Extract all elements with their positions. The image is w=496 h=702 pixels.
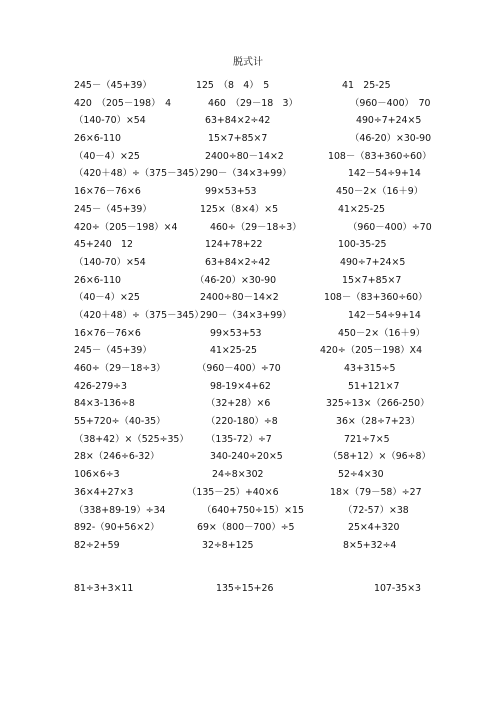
exercise-expression: 24÷8×302 — [212, 469, 264, 481]
exercise-expression: 340-240÷20×5 — [210, 451, 283, 463]
exercise-expression: 15×7+85×7 — [342, 274, 402, 286]
exercise-expression: 25×4+320 — [348, 522, 400, 534]
exercise-row — [0, 257, 496, 275]
exercise-row — [0, 310, 496, 328]
exercise-expression: 245－（45+39） — [74, 203, 152, 215]
exercise-row — [0, 204, 496, 222]
exercise-row — [0, 522, 496, 540]
exercise-row — [0, 540, 496, 558]
exercise-expression: 106×6÷3 — [74, 469, 120, 481]
exercise-expression: 2400÷80－14×2 — [200, 292, 279, 304]
exercise-expression: 426-279÷3 — [74, 380, 127, 392]
exercise-expression: 8×5+32÷4 — [343, 539, 397, 551]
exercise-expression: （420＋48）÷（375－345） — [74, 168, 204, 180]
exercise-expression: 43+315÷5 — [344, 363, 396, 374]
exercise-expression: （220-180）÷8 — [206, 416, 278, 428]
exercise-expression: 41 25-25 — [342, 80, 391, 91]
exercise-expression: 18×（79－58）÷27 — [330, 486, 422, 498]
exercise-expression: 26×6-110 — [74, 274, 122, 286]
exercise-expression: 36×（28÷7+23） — [336, 416, 421, 428]
exercise-expression: （960－400）÷70 — [348, 221, 432, 233]
exercise-expression: （38+42）×（525÷35） — [74, 433, 189, 445]
exercise-expression: 142－54÷9+14 — [348, 309, 421, 321]
exercise-expression: 26×6-110 — [74, 133, 122, 145]
exercise-expression: （338+89-19）÷34 — [74, 504, 166, 516]
exercise-expression: 63+84×2÷42 — [205, 115, 271, 127]
exercise-expression: 325÷13×（266-250） — [326, 398, 430, 410]
exercise-expression: 16×76－76×6 — [74, 327, 141, 339]
exercise-expression: 55+720÷（40-35） — [74, 416, 166, 428]
exercise-expression: 245－（45+39） — [74, 80, 152, 91]
exercise-row — [0, 558, 496, 576]
exercise-row — [0, 186, 496, 204]
exercise-expression: 15×7+85×7 — [208, 133, 268, 145]
exercise-expression: 2400÷80－14×2 — [205, 150, 284, 162]
exercise-row — [0, 505, 496, 523]
exercise-expression: （135-72）÷7 — [206, 433, 272, 445]
exercise-expression: 142－54÷9+14 — [348, 168, 421, 180]
exercise-expression: （420＋48）÷（375－345） — [74, 309, 204, 321]
exercise-row — [0, 98, 496, 116]
exercise-expression: （40－4）×25 — [74, 292, 140, 304]
exercise-expression: 100-35-25 — [338, 239, 387, 251]
exercise-expression: （32+28）×6 — [206, 398, 271, 410]
exercise-expression: 69×（800－700）÷5 — [197, 522, 295, 534]
exercise-expression: 98-19×4+62 — [210, 380, 271, 392]
exercise-expression: 460 （29－18 3） — [208, 97, 298, 109]
exercise-expression: 41×25-25 — [210, 345, 258, 357]
exercise-expression: 125 （8 4） 5 — [196, 80, 270, 91]
exercise-expression: 460÷（29－18÷3） — [74, 363, 166, 374]
exercise-expression: 99×53+53 — [210, 327, 262, 339]
exercise-row — [0, 583, 496, 601]
exercise-expression: 290－（34×3+99） — [200, 168, 292, 180]
exercise-list — [0, 80, 496, 601]
exercise-expression: 450－2×（16＋9） — [338, 327, 426, 339]
exercise-row — [0, 451, 496, 469]
exercise-expression: 16×76－76×6 — [74, 186, 141, 198]
exercise-row — [0, 434, 496, 452]
exercise-expression: 245－（45+39） — [74, 345, 152, 357]
exercise-expression: （140-70）×54 — [74, 115, 146, 127]
exercise-row — [0, 222, 496, 240]
exercise-expression: （72-57）×38 — [343, 504, 409, 516]
exercise-expression: 41×25-25 — [338, 203, 386, 215]
exercise-expression: 450－2×（16＋9） — [336, 186, 424, 198]
exercise-expression: 82÷2+59 — [74, 539, 120, 551]
exercise-expression: 51+121×7 — [348, 380, 400, 392]
exercise-expression: 420÷（205－198）×4 — [74, 221, 178, 233]
exercise-row — [0, 469, 496, 487]
exercise-expression: （960－400） 70 — [350, 97, 431, 109]
exercise-expression: （40－4）×25 — [74, 150, 140, 162]
exercise-expression: （46-20）×30-90 — [195, 274, 277, 286]
exercise-expression: 84×3-136÷8 — [74, 398, 135, 410]
exercise-expression: 125×（8×4）×5 — [200, 203, 279, 215]
exercise-row — [0, 239, 496, 257]
exercise-expression: （58+12）×（96÷8） — [328, 451, 431, 463]
exercise-row — [0, 363, 496, 381]
exercise-expression: 108－（83+360÷60） — [324, 292, 428, 304]
exercise-expression: 420÷（205－198）X4 — [320, 345, 423, 357]
exercise-expression: 28×（246÷6-32） — [74, 451, 160, 463]
exercise-expression: 721÷7×5 — [344, 433, 390, 445]
exercise-row — [0, 115, 496, 133]
exercise-expression: （46-20）×30-90 — [350, 133, 432, 145]
exercise-row — [0, 133, 496, 151]
exercise-row — [0, 416, 496, 434]
exercise-row — [0, 151, 496, 169]
exercise-row — [0, 345, 496, 363]
exercise-expression: 107-35×3 — [374, 583, 422, 595]
exercise-expression: 32÷8+125 — [202, 539, 254, 551]
exercise-expression: 99×53+53 — [205, 186, 257, 198]
exercise-expression: 63+84×2÷42 — [205, 256, 271, 268]
exercise-expression: （640+750÷15）×15 — [202, 504, 304, 516]
exercise-expression: 490÷7+24×5 — [356, 115, 422, 127]
exercise-expression: （960－400）÷70 — [197, 363, 281, 374]
exercise-row — [0, 80, 496, 98]
exercise-row — [0, 328, 496, 346]
exercise-expression: 490÷7+24×5 — [340, 256, 406, 268]
exercise-row — [0, 168, 496, 186]
exercise-expression: 892-（90+56×2） — [74, 522, 160, 534]
exercise-row — [0, 487, 496, 505]
page-title: 脱式计 — [233, 57, 263, 68]
exercise-expression: 45+240 12 — [74, 239, 133, 251]
exercise-expression: 52÷4×30 — [338, 469, 384, 481]
exercise-expression: 460÷（29－18÷3） — [210, 221, 302, 233]
exercise-row — [0, 398, 496, 416]
exercise-expression: 135÷15+26 — [216, 583, 274, 595]
exercise-row — [0, 381, 496, 399]
exercise-expression: 290－（34×3+99） — [200, 309, 292, 321]
exercise-row — [0, 275, 496, 293]
exercise-expression: 36×4+27×3 — [74, 486, 134, 498]
exercise-expression: （135－25）+40×6 — [187, 486, 279, 498]
exercise-expression: 124+78+22 — [205, 239, 263, 251]
exercise-expression: 108－（83+360÷60） — [328, 150, 432, 162]
exercise-expression: 81÷3+3×11 — [74, 583, 134, 595]
exercise-row — [0, 292, 496, 310]
exercise-expression: （140-70）×54 — [74, 256, 146, 268]
exercise-expression: 420 （205－198） 4 — [74, 97, 172, 109]
